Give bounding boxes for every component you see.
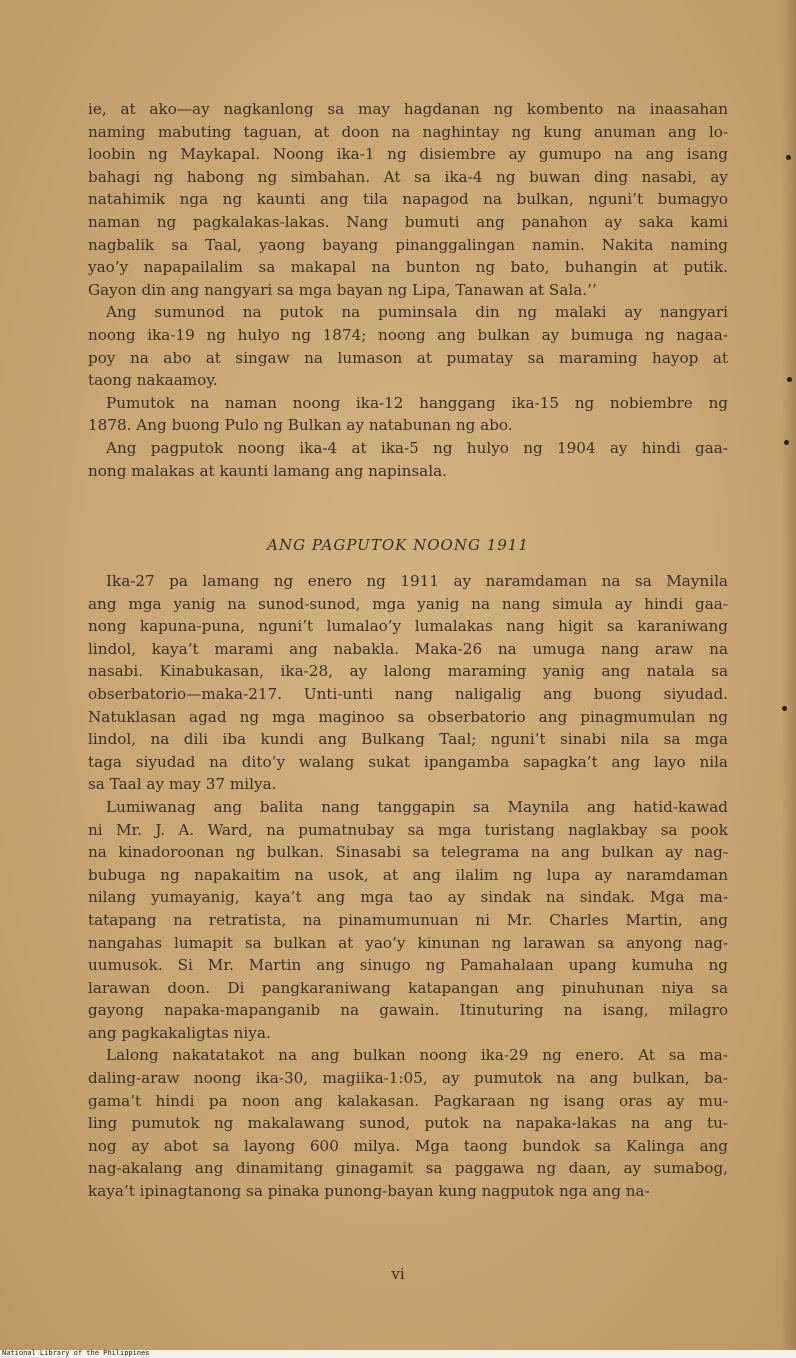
text-line: taong nakaamoy. <box>88 371 218 390</box>
ink-speck <box>784 440 789 445</box>
text-line: lindol, na dili iba kundi ang Bulkang Taal; nguni’t sinabi nila sa mga <box>88 730 728 749</box>
text-line: naming mabuting taguan, at doon na naghintay ng kung anuman ang lo- <box>88 122 728 141</box>
text-line: 1878. Ang buong Pulo ng Bulkan ay natabunan ng abo. <box>88 416 513 435</box>
paragraph-1 <box>88 98 728 301</box>
text-line: nag-akalang ang dinamitang ginagamit sa paggawa ng daan, ay sumabog, <box>88 1159 728 1178</box>
text-line: bubuga ng napakaitim na usok, at ang ilalim ng lupa ay naramdaman <box>88 865 728 884</box>
text-line: lindol, kaya’t marami ang nabakla. Maka-26 na umuga nang araw na <box>88 639 728 658</box>
text-line: nong malakas at kaunti lamang ang napinsala. <box>88 461 447 480</box>
text-line: larawan doon. Di pangkaraniwang katapangan ang pinuhunan niya sa <box>88 978 728 997</box>
paragraph-7 <box>88 1044 728 1202</box>
text-line: naman ng pagkalakas-lakas. Nang bumuti ang panahon ay saka kami <box>88 212 728 231</box>
paragraph-6 <box>88 796 728 1045</box>
text-line: bahagi ng habong ng simbahan. At sa ika-4 ng buwan ding nasabi, ay <box>88 167 728 186</box>
text-line: nasabi. Kinabukasan, ika-28, ay lalong maraming yanig ang natala sa <box>88 662 728 681</box>
text-line: Natuklasan agad ng mga maginoo sa obserbatorio ang pinagmumulan ng <box>88 707 728 726</box>
ink-speck <box>786 155 791 160</box>
paragraph-4 <box>88 437 728 482</box>
text-line: na kinadoroonan ng bulkan. Sinasabi sa telegrama na ang bulkan ay nag- <box>88 843 728 862</box>
page-edge-shadow <box>782 0 796 1350</box>
library-credit: National Library of the Philippines <box>2 1349 150 1357</box>
text-line: daling-araw noong ika-30, magiika-1:05, ay pumutok na ang bulkan, ba- <box>88 1069 728 1088</box>
text-line: ang mga yanig na sunod-sunod, mga yanig na nang simula ay hindi gaa- <box>88 594 728 613</box>
text-line: obserbatorio—maka-217. Unti-unti nang naligalig ang buong siyudad. <box>88 684 728 703</box>
text-line: nog ay abot sa layong 600 milya. Mga taong bundok sa Kalinga ang <box>88 1136 728 1155</box>
text-line: Gayon din ang nangyari sa mga bayan ng Lipa, Tanawan at Sala.’’ <box>88 280 597 299</box>
text-line: ie, at ako—ay nagkanlong sa may hagdanan ng kombento na inaasahan <box>88 100 728 118</box>
text-line: nangahas lumapit sa bulkan at yao’y kinunan ng larawan sa anyong nag- <box>88 933 728 952</box>
text-line: gama’t hindi pa noon ang kalakasan. Pagkaraan ng isang oras ay mu- <box>88 1091 728 1110</box>
text-line: taga siyudad na dito’y walang sukat ipangamba sapagka’t ang layo nila <box>88 752 728 771</box>
ink-speck <box>787 377 792 382</box>
paragraph-3 <box>88 392 728 437</box>
text-line: Lalong nakatatakot na ang bulkan noong ika-29 ng enero. At sa ma- <box>106 1046 728 1065</box>
text-line: ang pagkakaligtas niya. <box>88 1023 271 1042</box>
text-line: tatapang na retratista, na pinamumunuan ni Mr. Charles Martin, ang <box>88 910 728 929</box>
text-line: nilang yumayanig, kaya’t ang mga tao ay sindak na sindak. Mga ma- <box>88 888 728 907</box>
ink-speck <box>782 706 787 711</box>
text-line: ling pumutok ng makalawang sunod, putok na napaka-lakas na ang tu- <box>88 1114 728 1133</box>
text-line: yao’y napapailalim sa makapal na bunton ng bato, buhangin at putik. <box>88 258 728 277</box>
text-line: uumusok. Si Mr. Martin ang sinugo ng Pamahalaan upang kumuha ng <box>88 956 728 975</box>
text-line: kaya’t ipinagtanong sa pinaka punong-bayan kung nagputok nga ang na- <box>88 1182 650 1201</box>
text-line: nong kapuna-puna, nguni’t lumalao’y lumalakas nang higit sa karaniwang <box>88 617 728 636</box>
text-line: Ika-27 pa lamang ng enero ng 1911 ay naramdaman na sa Maynila <box>106 572 728 590</box>
body-text-2 <box>88 570 728 1203</box>
text-line: nagbalik sa Taal, yaong bayang pinanggalingan namin. Nakita naming <box>88 235 728 254</box>
text-line: gayong napaka-mapanganib na gawain. Itinuturing na isang, milagro <box>88 1001 728 1020</box>
body-text <box>88 98 728 482</box>
page-number: vi <box>391 1265 405 1283</box>
text-line: noong ika-19 ng hulyo ng 1874; noong ang bulkan ay bumuga ng nagaa- <box>88 325 728 344</box>
section-heading: ANG PAGPUTOK NOONG 1911 <box>267 536 529 554</box>
paragraph-2 <box>88 301 728 391</box>
text-line: Lumiwanag ang balita nang tanggapin sa Maynila ang hatid-kawad <box>106 797 728 816</box>
text-line: natahimik nga ng kaunti ang tila napagod na bulkan, nguni’t bumagyo <box>88 190 728 209</box>
text-line: sa Taal ay may 37 milya. <box>88 775 277 794</box>
text-line: Pumutok na naman noong ika-12 hanggang ika-15 ng nobiembre ng <box>106 393 728 412</box>
text-line: Ang pagputok noong ika-4 at ika-5 ng hulyo ng 1904 ay hindi gaa- <box>106 438 728 457</box>
text-line: loobin ng Maykapal. Noong ika-1 ng disiembre ay gumupo na ang isang <box>88 145 728 164</box>
text-line: ni Mr. J. A. Ward, na pumatnubay sa mga turistang naglakbay sa pook <box>88 820 728 839</box>
text-line: poy na abo at singaw na lumason at pumatay sa maraming hayop at <box>88 348 728 367</box>
text-line: Ang sumunod na putok na puminsala din ng malaki ay nangyari <box>106 303 728 322</box>
paragraph-5 <box>88 570 728 796</box>
